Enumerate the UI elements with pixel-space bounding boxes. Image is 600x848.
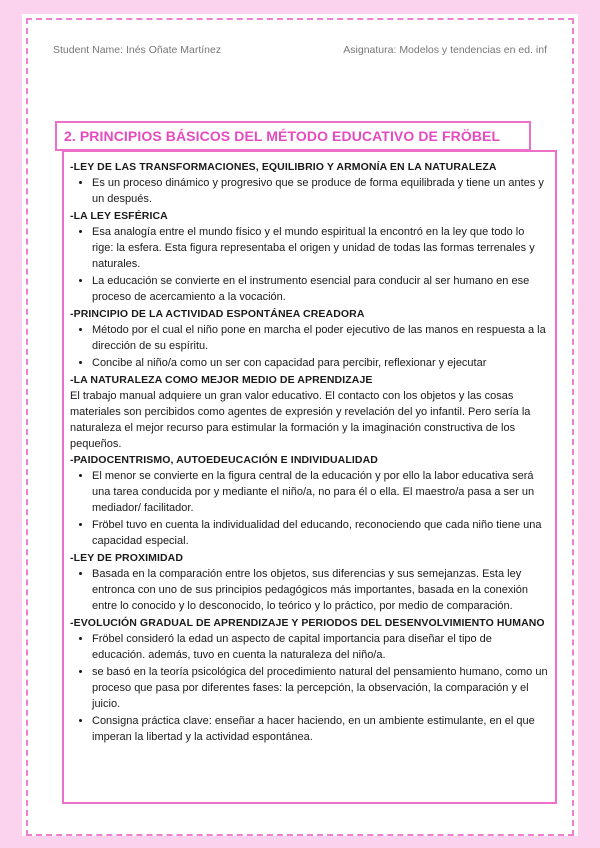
section-title: 2. PRINCIPIOS BÁSICOS DEL MÉTODO EDUCATIVO DE FRÖBEL bbox=[64, 128, 501, 144]
bullet-list bbox=[70, 224, 548, 305]
section-heading: -LA LEY ESFÉRICA bbox=[70, 210, 168, 222]
section-heading: -LEY DE PROXIMIDAD bbox=[70, 552, 184, 564]
list-item: • Esa analogía entre el mundo físico y el mundo espiritual la encontró en la ley que todo lo rige: la esfera. Esta figura representaba el origen y unidad de todas las formas terrenales y naturales. bbox=[92, 224, 548, 272]
list-item: • Fröbel tuvo en cuenta la individualidad del educando, reconociendo que cada niño tiene una capacidad especial. bbox=[92, 517, 548, 549]
page-header bbox=[53, 44, 547, 56]
section-evolucion bbox=[70, 615, 548, 745]
title-box bbox=[55, 121, 531, 151]
list-item: • Es un proceso dinámico y progresivo que se produce de forma equilibrada y tiene un antes y un después. bbox=[92, 175, 548, 207]
section-heading: -LEY DE LAS TRANSFORMACIONES, EQUILIBRIO Y ARMONÍA EN LA NATURALEZA bbox=[70, 161, 497, 173]
section-paidocentrismo bbox=[70, 452, 548, 549]
subject-name: Asignatura: Modelos y tendencias en ed. inf bbox=[343, 44, 547, 56]
section-proximidad bbox=[70, 550, 548, 614]
bullet-list bbox=[70, 566, 548, 614]
student-name: Student Name: Inés Oñate Martínez bbox=[53, 44, 222, 56]
list-item: • Consigna práctica clave: enseñar a hacer haciendo, en un ambiente estimulante, en el que imperan la libertad y la actividad espontánea. bbox=[92, 713, 548, 745]
section-heading: -LA NATURALEZA COMO MEJOR MEDIO DE APRENDIZAJE bbox=[70, 374, 373, 386]
section-heading: -PAIDOCENTRISMO, AUTOEDEUCACIÓN E INDIVIDUALIDAD bbox=[70, 454, 378, 466]
list-item: • se basó en la teoría psicológica del procedimiento natural del pensamiento humano, como un proceso que pasa por diferentes fases: la percepción, la observación, la comparación y el juicio. bbox=[92, 664, 548, 712]
list-item: • Concibe al niño/a como un ser con capacidad para percibir, reflexionar y ejecutar bbox=[92, 355, 548, 371]
list-item: • La educación se convierte en el instrumento esencial para conducir al ser humano en ese proceso de acercamiento a la vocación. bbox=[92, 273, 548, 305]
list-item: • Fröbel consideró la edad un aspecto de capital importancia para diseñar el tipo de educación. además, tuvo en cuenta la naturaleza del niño/a. bbox=[92, 631, 548, 663]
content bbox=[70, 159, 548, 746]
list-item: • Basada en la comparación entre los objetos, sus diferencias y sus semejanzas. Esta ley entronca con uno de sus principios pedagógicos más importantes, basada en la conexión entre lo conocido y lo desconocido, lo teórico y lo práctico, por medio de comparación. bbox=[92, 566, 548, 614]
list-item: • Método por el cual el niño pone en marcha el poder ejecutivo de las manos en respuesta a la dirección de su espíritu. bbox=[92, 322, 548, 354]
section-ley-esferica bbox=[70, 208, 548, 305]
section-paragraph: El trabajo manual adquiere un gran valor educativo. El contacto con los objetos y las cosas materiales son percibidos como agentes de expresión y revelación del yo infantil. Pero sería la naturaleza el mejor recurso para estimular la formación y la imaginación constructiva de los pequeños. bbox=[70, 390, 531, 450]
list-item: • El menor se convierte en la figura central de la educación y por ello la labor educativa será una tarea conducida por y mediante el niño/a, no para él o ella. El maestro/a pasa a ser un mediador/ facilitador. bbox=[92, 468, 548, 516]
bullet-list bbox=[70, 322, 548, 371]
section-heading: -EVOLUCIÓN GRADUAL DE APRENDIZAJE Y PERIODOS DEL DESENVOLVIMIENTO HUMANO bbox=[70, 617, 545, 629]
section-transformaciones bbox=[70, 159, 548, 207]
section-actividad-espontanea bbox=[70, 306, 548, 371]
section-heading: -PRINCIPIO DE LA ACTIVIDAD ESPONTÁNEA CREADORA bbox=[70, 308, 365, 320]
bullet-list bbox=[70, 468, 548, 549]
bullet-list bbox=[70, 175, 548, 207]
bullet-list bbox=[70, 631, 548, 745]
section-naturaleza bbox=[70, 372, 548, 452]
